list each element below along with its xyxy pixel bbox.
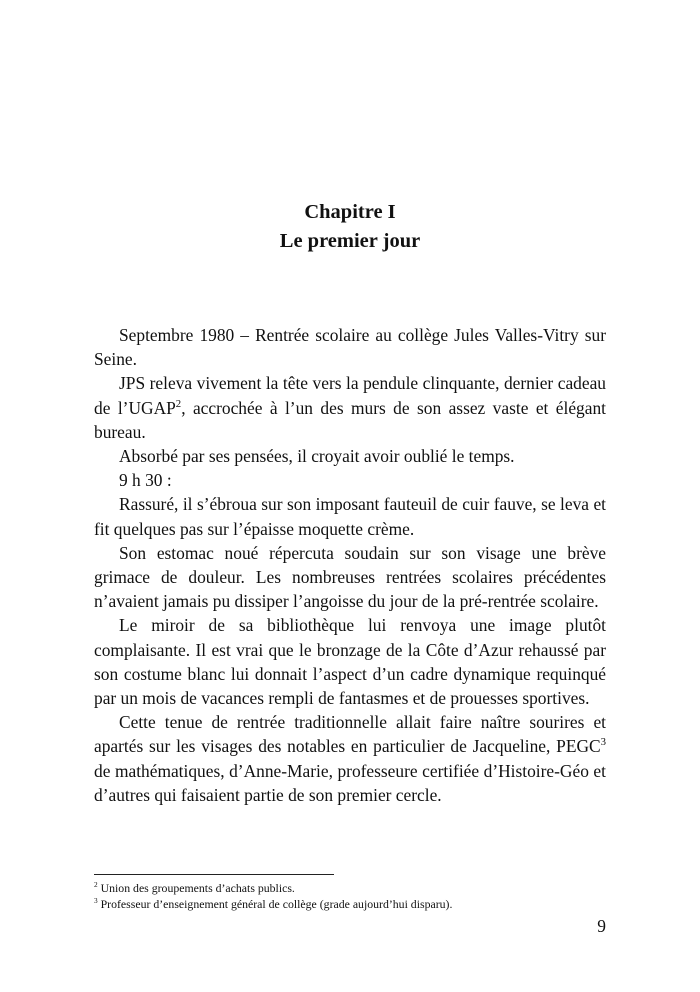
paragraph-8-before-ref: Cette tenue de rentrée traditionnelle allait faire naître sourires et apartés sur les visages des notables en particulier de Jacqueline, PEGC <box>94 712 606 757</box>
footnote-ref-3: 3 <box>600 736 606 749</box>
paragraph-2 <box>94 371 606 444</box>
paragraph-1: Septembre 1980 – Rentrée scolaire au collège Jules Valles-Vitry sur Seine. <box>94 325 606 370</box>
chapter-heading <box>94 198 606 256</box>
paragraph-3: Absorbé par ses pensées, il croyait avoir oublié le temps. <box>119 446 515 467</box>
footnote-separator <box>94 874 334 875</box>
footnote-ref-2: 2 <box>175 397 182 410</box>
footnote-2-text: Union des groupements d’achats publics. <box>97 881 295 895</box>
paragraph-2-before-ref: JPS releva vivement la tête vers la pendule clinquante, dernier cadeau de l’UGAP <box>94 373 606 418</box>
footnote-3 <box>94 897 614 913</box>
footnote-2-marker: 2 <box>94 880 98 890</box>
footnote-3-marker: 3 <box>94 895 98 905</box>
paragraph-5: Rassuré, il s’ébroua sur son imposant fauteuil de cuir fauve, se leva et fit quelques pas sur l’épaisse moquette crème. <box>94 494 606 539</box>
paragraph-2-after-ref: , accrochée à l’un des murs de son assez vaste et élégant bureau. <box>94 397 606 442</box>
paragraph-6: Son estomac noué répercuta soudain sur son visage une brève grimace de douleur. Les nombreuses rentrées scolaires précédentes n’avaient jamais pu dissiper l’angoisse du jour de la pré-rentrée scolaire. <box>94 542 606 612</box>
chapter-number: Chapitre I <box>304 201 396 223</box>
paragraph-8-after-ref: de mathématiques, d’Anne-Marie, professeure certifiée d’Histoire-Géo et d’autres qui faisaient partie de son premier cercle. <box>94 760 606 805</box>
chapter-title: Le premier jour <box>279 230 421 252</box>
footnotes <box>94 881 614 912</box>
footnote-3-text: Professeur d’enseignement général de collège (grade aujourd’hui disparu). <box>97 896 453 911</box>
paragraph-8 <box>94 710 606 807</box>
paragraph-4: 9 h 30 : <box>119 470 172 491</box>
body-text <box>94 323 606 807</box>
page-number: 9 <box>597 916 606 936</box>
footnote-2 <box>94 881 614 897</box>
paragraph-7: Le miroir de sa bibliothèque lui renvoya une image plutôt complaisante. Il est vrai que le bronzage de la Côte d’Azur rehaussé par son costume blanc lui donnait l’aspect d’un cadre dynamique requinqué par un mois de vacances rempli de fantasmes et de prouesses sportives. <box>94 615 606 709</box>
